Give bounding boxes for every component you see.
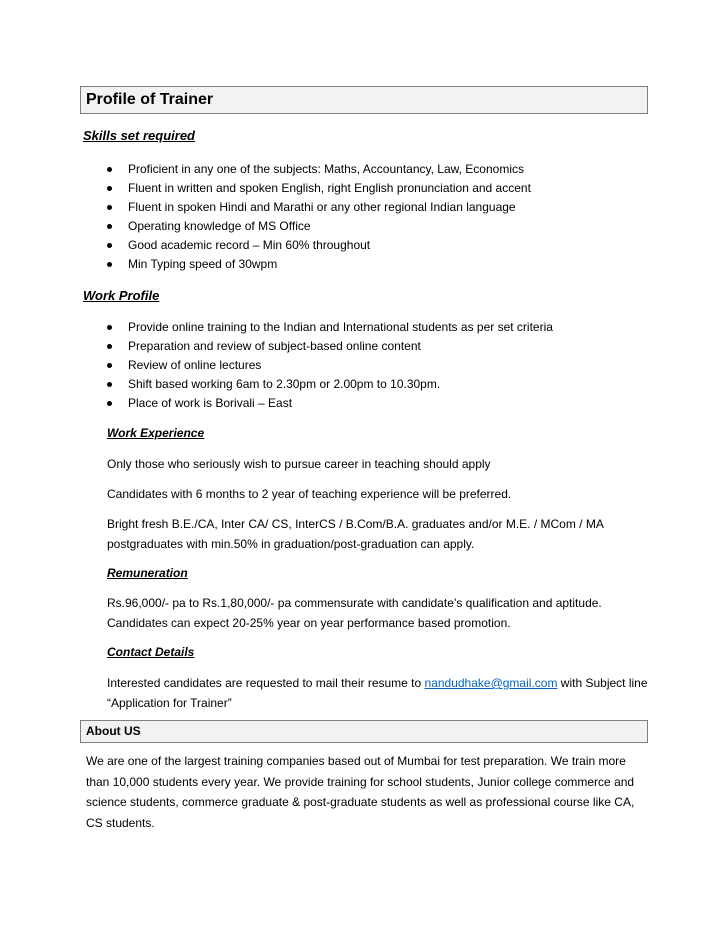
experience-paragraph: Candidates with 6 months to 2 year of teaching experience will be preferred. bbox=[107, 487, 512, 501]
skills-list bbox=[107, 160, 531, 274]
remuneration-text: Rs.96,000/- pa to Rs.1,80,000/- pa commensurate with candidate’s qualification and aptitude. Candidates can expect 20-25% year on year performance based promotion. bbox=[107, 596, 602, 630]
about-heading: About US bbox=[80, 720, 648, 743]
list-item: Fluent in written and spoken English, right English pronunciation and accent bbox=[107, 179, 531, 198]
bullet-icon bbox=[107, 382, 112, 387]
bullet-icon bbox=[107, 363, 112, 368]
bullet-icon bbox=[107, 262, 112, 267]
contact-text: Interested candidates are requested to mail their resume to nandudhake@gmail.com with Subject line “Application for Trainer” bbox=[107, 676, 648, 710]
eligibility-paragraph: Bright fresh B.E./CA, Inter CA/ CS, InterCS / B.Com/B.A. graduates and/or M.E. / MCom / MA postgraduates with min.50% in graduation/post-graduation can apply. bbox=[107, 517, 604, 551]
bullet-icon bbox=[107, 344, 112, 349]
bullet-icon bbox=[107, 205, 112, 210]
work-profile-heading: Work Profile bbox=[83, 288, 160, 303]
list-item: Preparation and review of subject-based online content bbox=[107, 337, 553, 356]
list-item: Shift based working 6am to 2.30pm or 2.00pm to 10.30pm. bbox=[107, 375, 553, 394]
work-profile-list bbox=[107, 318, 553, 413]
bullet-icon bbox=[107, 224, 112, 229]
bullet-icon bbox=[107, 243, 112, 248]
bullet-icon bbox=[107, 325, 112, 330]
bullet-icon bbox=[107, 167, 112, 172]
email-link[interactable]: nandudhake@gmail.com bbox=[424, 676, 558, 690]
about-text: We are one of the largest training companies based out of Mumbai for test preparation. We train more than 10,000 students every year. We provide training for school students, Junior college commerce and science students, commerce graduate & post-graduate students as well as professional course like CA, CS students. bbox=[86, 754, 635, 830]
list-item: Review of online lectures bbox=[107, 356, 553, 375]
page-title: Profile of Trainer bbox=[80, 86, 648, 114]
bullet-icon bbox=[107, 186, 112, 191]
list-item: Place of work is Borivali – East bbox=[107, 394, 553, 413]
contact-heading: Contact Details bbox=[107, 645, 195, 659]
list-item: Fluent in spoken Hindi and Marathi or any other regional Indian language bbox=[107, 198, 531, 217]
list-item: Good academic record – Min 60% throughout bbox=[107, 236, 531, 255]
bullet-icon bbox=[107, 401, 112, 406]
list-item: Provide online training to the Indian and International students as per set criteria bbox=[107, 318, 553, 337]
skills-heading: Skills set required bbox=[83, 128, 195, 143]
list-item: Operating knowledge of MS Office bbox=[107, 217, 531, 236]
remuneration-heading: Remuneration bbox=[107, 566, 188, 580]
experience-paragraph: Only those who seriously wish to pursue career in teaching should apply bbox=[107, 457, 491, 471]
work-experience-heading: Work Experience bbox=[107, 426, 205, 440]
list-item: Min Typing speed of 30wpm bbox=[107, 255, 531, 274]
list-item: Proficient in any one of the subjects: Maths, Accountancy, Law, Economics bbox=[107, 160, 531, 179]
